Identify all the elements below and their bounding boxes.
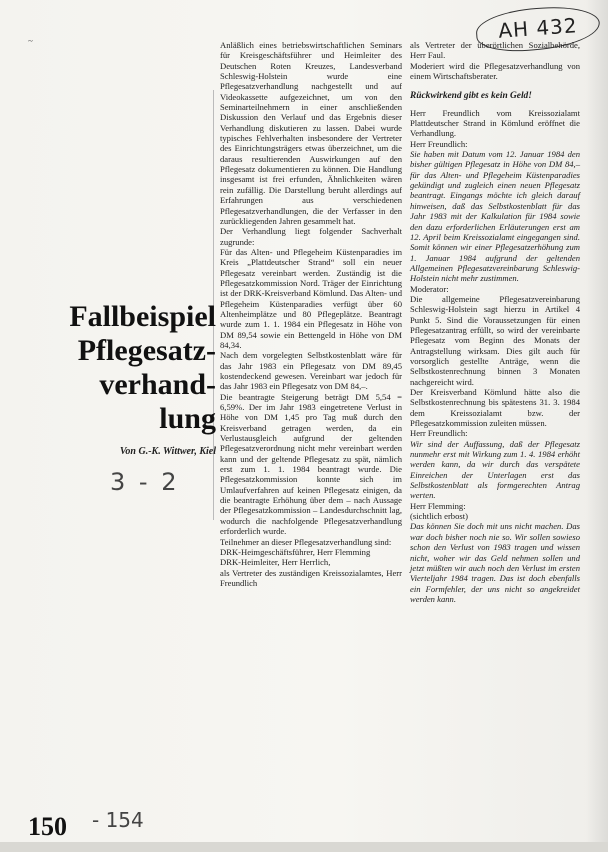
paragraph: (sichtlich erbost) [410,511,468,522]
paragraph: Teilnehmer an dieser Pflegesatzverhandlung sind: [220,536,392,547]
paragraph: als Vertreter der überörtlichen Sozialbehörde, Herr Faul. [410,40,580,61]
text-column-right [410,40,580,604]
paragraph: Für das Alten- und Pflegeheim Küstenparadies im Kreis „Plattdeutscher Strand“ soll ein neuer Pflegesatz vereinbart werden. Zuständig ist die Pflegesatzkommission Nord. Träger der Einrichtung ist der DRK-Kreisverband Kömlund. Das Alten- und Pflegeheim Küstenparadies verfügt über 60 Altenheimplätze und 80 Pflegeplätze. Beantragt wurde zum 1. 1. 1984 ein Pflegesatz in Höhe von DM 89,54 sowie ein Bettengeld in Höhe von DM 84,34. [220,246,402,350]
paragraph: Herr Freundlich vom Kreissozialamt Plattdeutscher Strand in Kömlund eröffnet die Verhandlung. [410,107,580,139]
paragraph: Nach dem vorgelegten Selbstkostenblatt wäre für das Jahr 1983 ein Pflegesatz von DM 89,45 kostendeckend gewesen. Vereinbart war jedoch für das Jahr 1983 ein Pflegesatz von DM 84,–. [220,350,402,392]
page-number: 150 [28,812,67,841]
paragraph: DRK-Heimleiter, Herr Herrlich, [220,557,331,568]
paragraph: Der Kreisverband Kömlund hätte also die Selbstkostenrechnung bis spätestens 31. 3. 1984 dem Kreissozialamt bzw. der Pflegesatzkommission zuleiten müssen. [410,387,580,429]
paragraph: Moderiert wird die Pflegesatzverhandlung von einem Wirtschaftsberater. [410,60,580,82]
paragraph: DRK-Heimgeschäftsführer, Herr Flemming [220,546,371,557]
text-column-left [220,40,402,588]
paragraph: Die beantragte Steigerung beträgt DM 5,54 = 6,59%. Der im Jahr 1983 eingetretene Verlust in Höhe von DM 1,45 pro Tag muß durch den Kreisverband getragen werden, da ein Verlustausgleich aufgrund der geltenden Pflegesatzverordnung nicht mehr vereinbart werden kann und der geltende Pflegesatz zu spät, nämlich erst zum 1. 1. 1984 beantragt wurde. Die Pflegesatzkommission konnte sich im Umlaufverfahren auf keinen Pflegesatz einigen, da die beantragte Erhöhung über dem – nach Aussage der Pflegesatzkommission – Landesdurchschnitt lag, wodurch die nachfolgende Pflegesatzverhandlung erforderlich wurde. [220,391,402,537]
paragraph: Anläßlich eines betriebswirtschaftlichen Seminars für Kreisgeschäftsführer und Heimleiter des Deutschen Roten Kreuzes, Landesverband Schleswig-Holstein wurde eine Pflegesatzverhandlung nachgestellt und auf Videokassette aufgezeichnet, um von den Seminarteilnehmern in einer anschließenden Diskussion den Verlauf und das Ergebnis dieser Verhandlung diskutieren zu lassen. Dabei wurde typisches Fehlverhalten insbesondere der Vertreter des Einrichtungsträgers etwas überzeichnet, um die daraus resultierenden Auswirkungen auf den Pflegesatz dokumentieren zu können. Die Handlung insgesamt ist frei erfunden, Ähnlichkeiten wären rein zufällig. Die Darstellung beruht allerdings auf Erfahrungen aus verschiedenen Pflegesatzverhandlungen, die der Verfasser in den zurückliegenden Jahren gesammelt hat. [220,40,402,226]
paragraph: als Vertreter des zuständigen Kreissozialamtes, Herr Freundlich [220,567,402,588]
speaker-statement: Sie haben mit Datum vom 12. Januar 1984 den bisher gültigen Pflegesatz in Höhe von DM 84,– für das Alten- und Pflegeheim Küstenparadies gekündigt und zugleich einen neuen Pflegesatz beantragt. Eingangs möchte ich gleich darauf hinweisen, daß das Selbstkostenblatt für das Jahr 1983 mit der Kalkulation für 1984 sowie den dazu erforderlichen Erläuterungen erst am 12. April beim Kreissozialamt eingegangen sind. Somit können wir einer Pflegesatzerhöhung zum 1. Januar 1984 aufgrund der geltenden Allgemeinen Pflegesatzvereinbarung Schleswig-Holstein nicht mehr zustimmen. [410,149,580,284]
handwritten-page-number: - 154 [92,808,144,832]
paragraph: Die allgemeine Pflegesatzvereinbarung Schleswig-Holstein sagt hierzu in Artikel 4 Punkt 5. Sind die Voraussetzungen für einen Pflegesatzantrag erfüllt, so wird der vereinbarte Pflegesatz vom Beginn des Monats der Antragstellung wirksam. Dies gilt auch für vorsorglich gestellte Anträge, wenn die Selbstkostenrechnung binnen 3 Monaten nachgereicht wird. [410,293,580,387]
corner-mark: ~ [28,36,33,46]
title-line-2: Pflegesatz- [77,334,216,367]
byline: Von G.-K. Wittwer, Kiel [119,446,216,457]
section-heading: Rückwirkend gibt es kein Geld! [410,91,532,102]
title-line-1: Fallbeispiel [69,300,216,333]
paragraph: Herr Flemming: [410,500,466,511]
page-edge-shadow [586,0,608,852]
article-title [28,300,216,457]
speaker-statement: Wir sind der Auffassung, daß der Pflegesatz nunmehr erst mit Wirkung zum 1. 4. 1984 erhöht werden kann, da wir durch das verspätete Einreichen der Unterlagen erst das Selbstkostenblatt als formgerechten Antrag werten. [410,438,580,501]
scan-border [0,842,608,852]
archive-stamp: AH 432 [475,4,602,55]
handwritten-note: 3 - 2 [110,468,180,496]
paragraph: Herr Freundlich: [410,428,468,439]
paragraph: Der Verhandlung liegt folgender Sachverhalt zugrunde: [220,226,402,247]
title-line-4: lung [159,402,216,435]
title-line-3: verhand- [99,368,216,401]
speaker-statement: Das können Sie doch mit uns nicht machen. Das war doch bisher noch nie so. Wir sollen sowieso schon den Verlust von 1983 tragen und wissen nicht, woher wir das Geld nehmen sollen und jetzt müßten wir auch noch den Verlust im ersten Vierteljahr 1984 tragen. Das ist doch ebenfalls ein Formfehler, der uns nicht so angekreidet werden kann. [410,521,580,604]
paragraph: Moderator: [410,283,449,294]
paragraph: Herr Freundlich: [410,138,468,149]
